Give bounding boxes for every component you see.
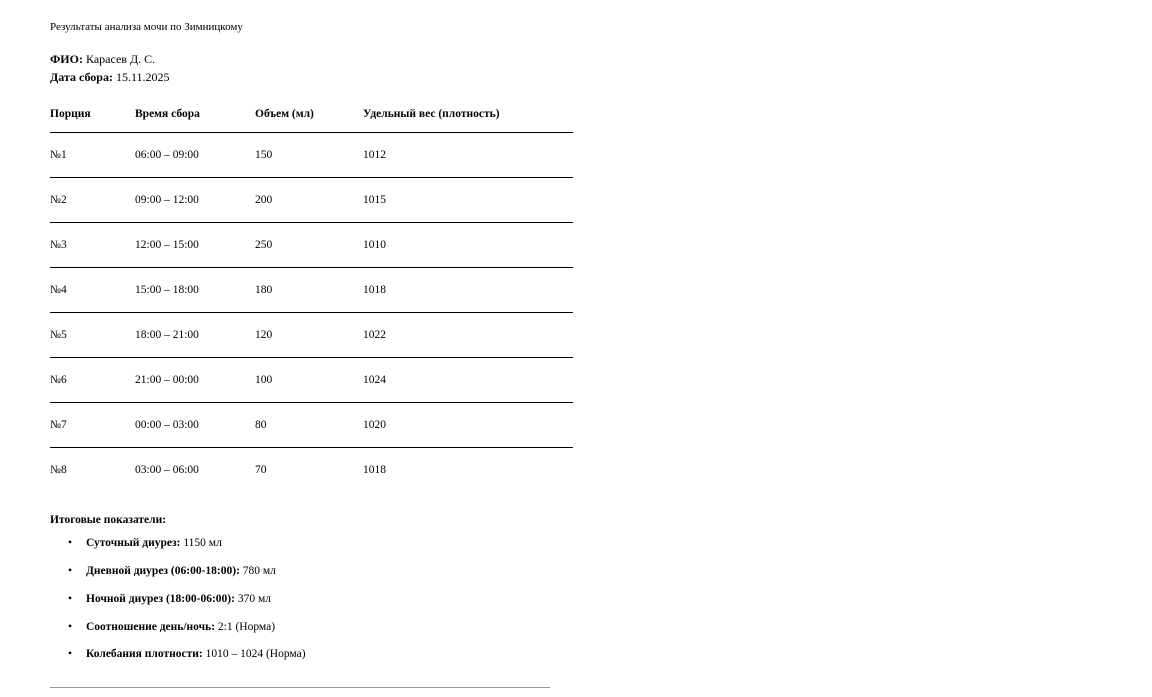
summary-key: Колебания плотности: <box>86 648 203 661</box>
cell-time: 18:00 – 21:00 <box>135 313 255 358</box>
cell-portion: №6 <box>50 358 135 403</box>
cell-density: 1018 <box>363 268 573 313</box>
cell-density: 1022 <box>363 313 573 358</box>
summary-value: 370 мл <box>237 592 271 605</box>
collection-date-label: Дата сбора: <box>50 69 113 84</box>
summary-list <box>50 530 1102 669</box>
cell-volume: 200 <box>255 178 363 223</box>
cell-portion: №2 <box>50 178 135 223</box>
column-header-density: Удельный вес (плотность) <box>363 108 500 121</box>
summary-value: 2:1 (Норма) <box>217 620 276 633</box>
table-row <box>50 448 573 493</box>
summary-key: Соотношение день/ночь: <box>86 620 216 633</box>
cell-volume: 80 <box>255 403 363 448</box>
cell-time: 21:00 – 00:00 <box>135 358 255 403</box>
cell-portion: №5 <box>50 313 135 358</box>
cell-density: 1012 <box>363 133 573 178</box>
cell-volume: 250 <box>255 223 363 268</box>
cell-volume: 100 <box>255 358 363 403</box>
table-row <box>50 223 573 268</box>
page-title: Результаты анализа мочи по Зимницкому <box>50 21 243 33</box>
cell-portion: №1 <box>50 133 135 178</box>
cell-density: 1020 <box>363 403 573 448</box>
cell-time: 03:00 – 06:00 <box>135 448 255 493</box>
footer-divider <box>50 687 550 688</box>
list-item <box>86 530 1102 558</box>
cell-volume: 120 <box>255 313 363 358</box>
column-header-time: Время сбора <box>135 108 200 121</box>
list-item <box>86 614 1102 642</box>
cell-density: 1015 <box>363 178 573 223</box>
table-row <box>50 358 573 403</box>
cell-portion: №7 <box>50 403 135 448</box>
patient-name-value: Карасев Д. С. <box>85 52 156 67</box>
cell-volume: 150 <box>255 133 363 178</box>
collection-date-value: 15.11.2025 <box>115 69 170 84</box>
cell-volume: 70 <box>255 448 363 493</box>
patient-name-line <box>50 51 1102 68</box>
table-row <box>50 313 573 358</box>
cell-portion: №3 <box>50 223 135 268</box>
table-row <box>50 268 573 313</box>
table-row <box>50 133 573 178</box>
patient-name-label: ФИО: <box>50 52 83 67</box>
cell-density: 1010 <box>363 223 573 268</box>
cell-time: 06:00 – 09:00 <box>135 133 255 178</box>
summary-value: 1010 – 1024 (Норма) <box>205 648 306 661</box>
table-header-row <box>50 108 573 133</box>
cell-time: 09:00 – 12:00 <box>135 178 255 223</box>
cell-time: 15:00 – 18:00 <box>135 268 255 313</box>
cell-density: 1018 <box>363 448 573 493</box>
summary-title: Итоговые показатели: <box>50 514 167 527</box>
patient-meta <box>50 51 1102 86</box>
cell-volume: 180 <box>255 268 363 313</box>
summary-key: Дневной диурез (06:00-18:00): <box>86 564 240 577</box>
cell-portion: №4 <box>50 268 135 313</box>
cell-time: 12:00 – 15:00 <box>135 223 255 268</box>
cell-density: 1024 <box>363 358 573 403</box>
list-item <box>86 641 1102 669</box>
summary-key: Ночной диурез (18:00-06:00): <box>86 592 235 605</box>
collection-date-line <box>50 69 1102 86</box>
list-item <box>86 586 1102 614</box>
table-row <box>50 403 573 448</box>
list-item <box>86 558 1102 586</box>
table-row <box>50 178 573 223</box>
cell-time: 00:00 – 03:00 <box>135 403 255 448</box>
column-header-portion: Порция <box>50 108 91 121</box>
cell-portion: №8 <box>50 448 135 493</box>
summary-value: 780 мл <box>242 564 276 577</box>
samples-table <box>50 108 573 492</box>
summary-value: 1150 мл <box>183 537 222 550</box>
column-header-volume: Объем (мл) <box>255 108 314 121</box>
summary-key: Суточный диурез: <box>86 537 181 550</box>
